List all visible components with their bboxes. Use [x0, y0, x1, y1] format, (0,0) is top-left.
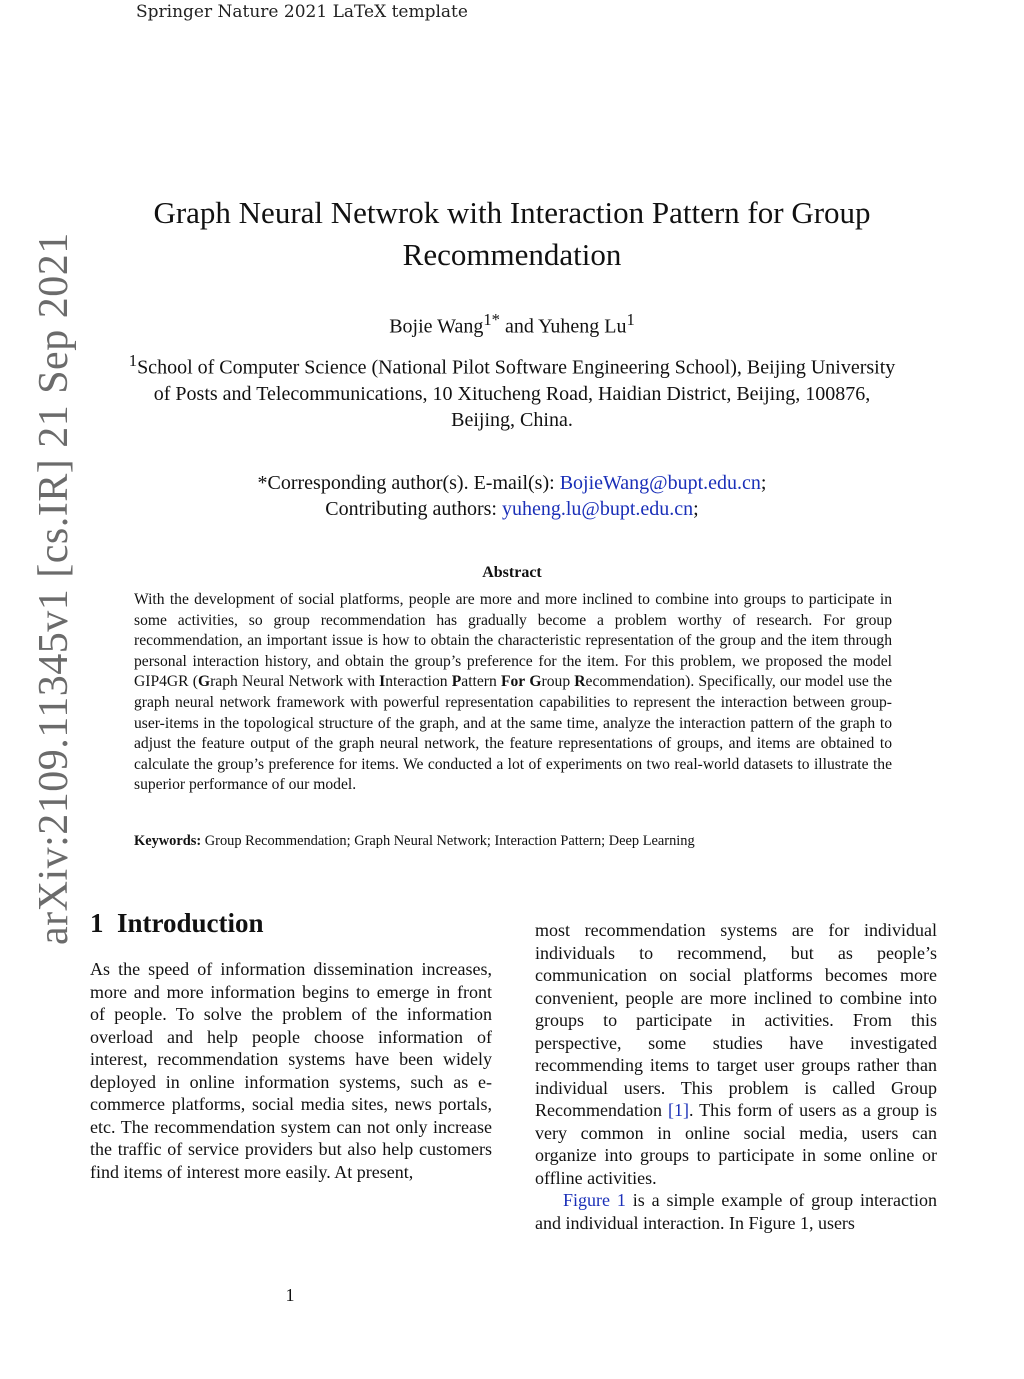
- body-column-left: [90, 958, 492, 1183]
- affiliation-text: School of Computer Science (National Pilot Software Engineering School), Beijing University of Posts and Telecommunications, 10 Xitucheng Road, Haidian District, Beijing, 100876, Beijing, China.: [137, 356, 896, 431]
- contributing-line: [120, 496, 904, 522]
- author-affil-mark: 1: [626, 310, 635, 329]
- abstract-body: [134, 590, 892, 796]
- abstract-text: roup: [541, 673, 575, 691]
- title-line-2: Recommendation: [402, 237, 622, 272]
- citation-link[interactable]: [1]: [667, 1100, 689, 1120]
- author-name: Bojie Wang: [389, 315, 484, 338]
- author-conjunction: and: [499, 315, 539, 338]
- figure-link[interactable]: Figure 1: [563, 1190, 626, 1210]
- corresponding-line: [120, 470, 904, 496]
- abstract-text: attern: [461, 673, 501, 691]
- acronym-word: For: [500, 673, 526, 691]
- body-paragraph: [535, 919, 937, 1189]
- author-list: [100, 310, 924, 339]
- acronym-letter: P: [451, 673, 462, 691]
- contributing-label: Contributing authors:: [325, 498, 502, 520]
- keywords-text: Group Recommendation; Graph Neural Network; Interaction Pattern; Deep Learning: [201, 833, 695, 849]
- abstract-heading: Abstract: [482, 564, 542, 581]
- body-column-right: [535, 919, 937, 1234]
- abstract-text: raph Neural Network with: [210, 673, 380, 691]
- acronym-letter: G: [529, 673, 542, 691]
- affiliation-mark: 1: [128, 351, 138, 370]
- abstract-text: ecommendation). Specifically, our model use the graph neural network framework with powerful representation capabilities to represent the interaction between group-user-items in the topological structure of the graph, and at the same time, analyze the interaction pattern of the graph to adjust the feature output of the graph neural network, the feature representations of groups, and items are obtained to calculate the group’s preference for items. We conducted a lot of experiments on two real-world datasets to illustrate the superior performance of our model.: [134, 673, 893, 794]
- acronym-letter: I: [379, 673, 386, 691]
- keywords: [134, 833, 892, 850]
- body-text: most recommendation systems are for individual individuals to recommend, but as people’s communication on social platforms becomes more convenient, people are more inclined to combine into groups to participate in activities. From this perspective, some studies have investigated recommending items to target user groups rather than individual users. This problem is called Group Recommendation: [535, 920, 937, 1120]
- abstract-text: With the development of social platforms, people are more and more inclined to combine into groups to participate in some activities, so group recommendation has gradually become a problem worthy of research. For group recommendation, an important issue is how to obtain the characteristic representation of the group and the item through personal interaction history, and obtain the group’s preference for the item. For this problem, we proposed the model GIP4GR (: [134, 591, 892, 691]
- body-paragraph: [535, 1189, 937, 1234]
- body-text: . This form of users as a group is very common in online social media, users can organize into groups to participate in some online or offline activities.: [535, 1100, 938, 1188]
- corresponding-suffix: ;: [760, 472, 767, 494]
- body-text: is a simple example of group interaction and individual interaction. In Figure 1, users: [535, 1190, 937, 1233]
- affiliation: [120, 348, 904, 433]
- corresponding-email-link[interactable]: BojieWang@bupt.edu.cn: [559, 472, 761, 494]
- section-heading: 1 Introduction: [90, 908, 264, 938]
- abstract-text: nteraction: [385, 673, 452, 691]
- acronym-letter: G: [197, 673, 211, 691]
- corresponding-label: *Corresponding author(s). E-mail(s):: [257, 472, 560, 494]
- contributing-email-link[interactable]: yuheng.lu@bupt.edu.cn: [501, 498, 694, 520]
- arxiv-identifier: arXiv:2109.11345v1 [cs.IR] 21 Sep 2021: [31, 232, 77, 945]
- contributing-suffix: ;: [693, 498, 699, 520]
- title-line-1: Graph Neural Netwrok with Interaction Pattern for Group: [153, 195, 871, 230]
- keywords-label: Keywords:: [134, 833, 202, 849]
- paper-title: [100, 192, 924, 276]
- page-number: 1: [285, 1285, 295, 1305]
- acronym-letter: R: [574, 673, 586, 691]
- template-header: Springer Nature 2021 LaTeX template: [136, 2, 468, 22]
- author-affil-mark: 1*: [483, 310, 500, 329]
- body-paragraph: As the speed of information dissemination increases, more and more information begins to emerge in front of people. To solve the problem of the information overload and help people choose information of interest, recommendation systems have been widely deployed in online information systems, such as e-commerce platforms, social media sites, news portals, etc. The recommendation system can not only increase the traffic of service providers but also help customers find items of interest more easily. At present,: [90, 959, 492, 1182]
- author-name: Yuheng Lu: [538, 315, 627, 338]
- corresponding-info: [120, 470, 904, 522]
